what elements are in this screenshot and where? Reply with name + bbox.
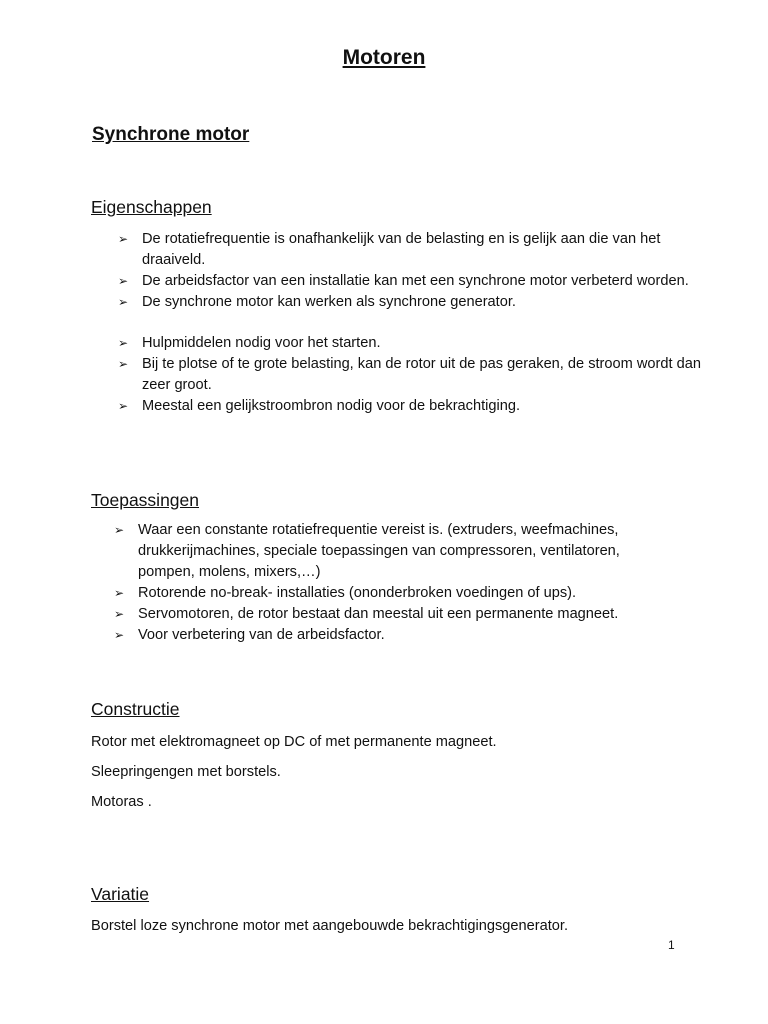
heading-toepassingen: Toepassingen xyxy=(91,490,199,510)
arrow-bullet-icon: ➢ xyxy=(118,274,129,288)
eigenschappen-list xyxy=(118,229,708,417)
list-item: ➢ Hulpmiddelen nodig voor het starten. xyxy=(118,333,708,354)
variatie-text: Borstel loze synchrone motor met aangebouwde bekrachtigingsgenerator. xyxy=(91,918,569,934)
arrow-bullet-icon: ➢ xyxy=(114,628,125,642)
list-spacer xyxy=(118,313,708,333)
arrow-bullet-icon: ➢ xyxy=(118,399,129,413)
arrow-bullet-icon: ➢ xyxy=(114,523,125,537)
list-item: ➢ Waar een constante rotatiefrequentie vereist is. (extruders, weefmachines, drukkerijmachines, speciale toepassingen van compressoren, ventilatoren, pompen, molens, mixers,…) xyxy=(114,522,620,580)
constructie-line: Motoras . xyxy=(91,794,152,810)
arrow-bullet-icon: ➢ xyxy=(114,607,125,621)
page-number: 1 xyxy=(668,938,675,952)
constructie-line: Rotor met elektromagneet op DC of met permanente magneet. xyxy=(91,734,497,750)
list-item: ➢ De synchrone motor kan werken als synchrone generator. xyxy=(118,292,708,313)
list-item: ➢ Voor verbetering van de arbeidsfactor. xyxy=(114,625,644,646)
list-item: ➢ Meestal een gelijkstroombron nodig voor de bekrachtiging. xyxy=(118,396,708,417)
heading-variatie: Variatie xyxy=(91,884,150,904)
list-item: ➢ Servomotoren, de rotor bestaat dan meestal uit een permanente magneet. xyxy=(114,604,644,625)
heading-eigenschappen: Eigenschappen xyxy=(91,197,212,217)
arrow-bullet-icon: ➢ xyxy=(118,232,129,246)
section-title: Synchrone motor xyxy=(92,124,250,145)
list-item: ➢ De rotatiefrequentie is onafhankelijk van de belasting en is gelijk aan die van het draaiveld. xyxy=(118,231,661,268)
document-title: Motoren xyxy=(342,46,426,69)
arrow-bullet-icon: ➢ xyxy=(114,586,125,600)
list-item: ➢ De arbeidsfactor van een installatie kan met een synchrone motor verbeterd worden. xyxy=(118,271,708,292)
arrow-bullet-icon: ➢ xyxy=(118,295,129,309)
list-item: ➢ Rotorende no-break- installaties (ononderbroken voedingen of ups). xyxy=(114,583,644,604)
arrow-bullet-icon: ➢ xyxy=(118,336,129,350)
list-item: ➢ Bij te plotse of te grote belasting, kan de rotor uit de pas geraken, de stroom wordt dan zeer groot. xyxy=(118,356,701,393)
toepassingen-list xyxy=(114,520,644,646)
arrow-bullet-icon: ➢ xyxy=(118,357,129,371)
heading-constructie: Constructie xyxy=(91,699,180,719)
constructie-line: Sleepringengen met borstels. xyxy=(91,764,281,780)
